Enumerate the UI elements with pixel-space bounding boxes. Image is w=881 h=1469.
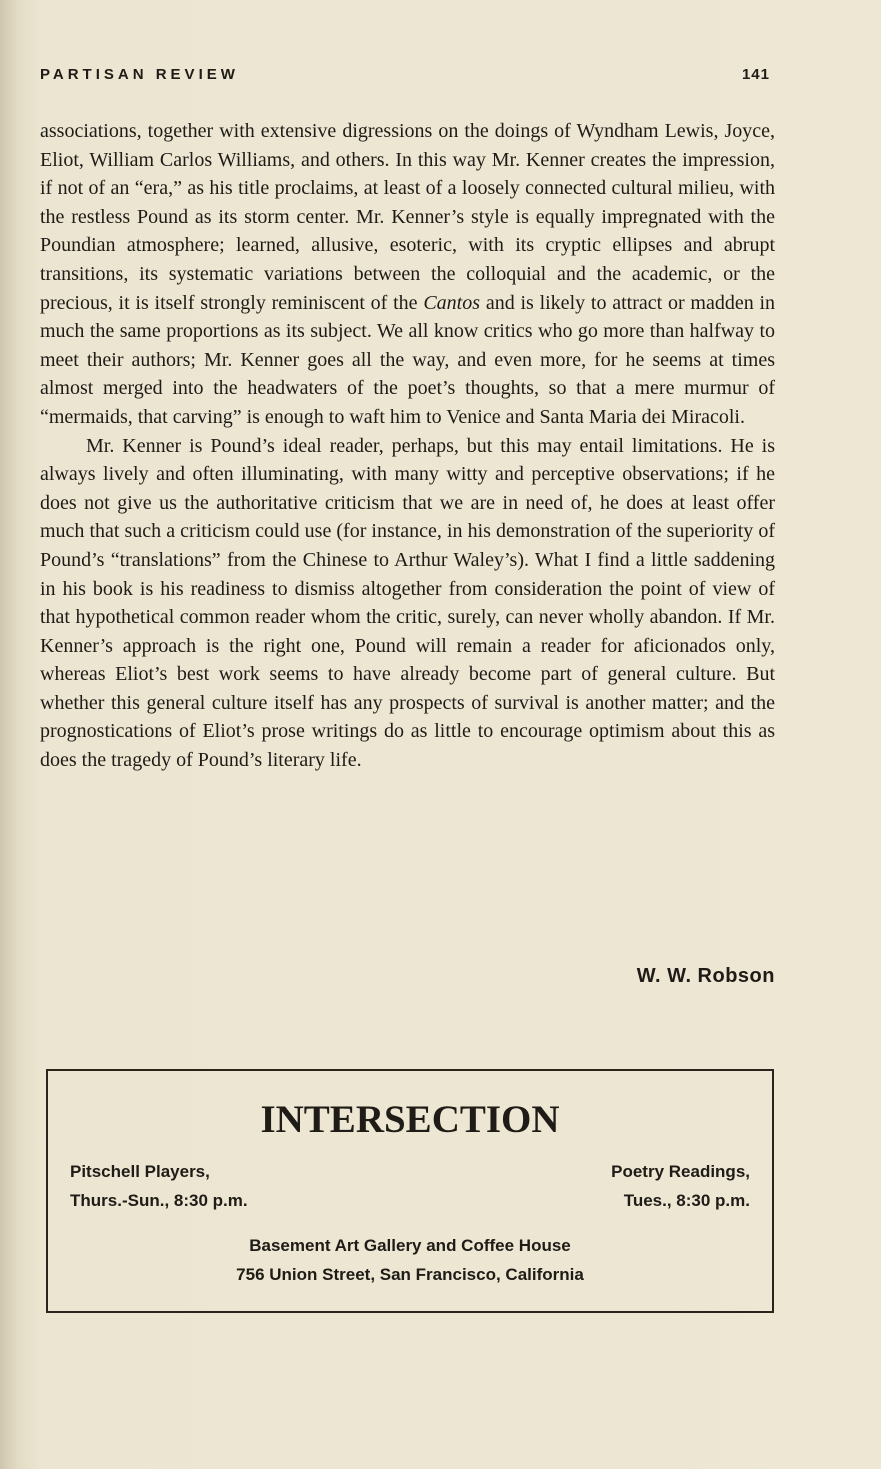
author-signature: W. W. Robson (636, 965, 775, 987)
paragraph-1 (40, 117, 775, 432)
advertisement-box (46, 1069, 774, 1313)
journal-name: PARTISAN REVIEW (40, 66, 239, 83)
article-body (40, 117, 775, 775)
paragraph-1-continuation: and is likely to attract or madden in much the same proportions as its subject. We all know critics who go more than halfway to meet their authors; Mr. Kenner goes all the way, and even more, for he seems at times almost merged into the headwaters of the poet’s thoughts, so that a mere murmur of “mermaids, that carving” is enough to waft him to Venice and Santa Maria dei Miracoli. (40, 291, 776, 428)
ad-venue-address: 756 Union Street, San Francisco, California (236, 1265, 584, 1284)
ad-venue (48, 1231, 772, 1289)
paragraph-2: Mr. Kenner is Pound’s ideal reader, perhaps, but this may entail limitations. He is always lively and often illuminating, with many witty and perceptive observations; if he does not give us the authoritative criticism that we are in need of, he does at least offer much that such a criticism could use (for instance, in his demonstration of the superiority of Pound’s “translations” from the Chinese to Arthur Waley’s). What I find a little saddening in his book is his readiness to dismiss altogether from consideration the point of view of that hypothetical common reader whom the critic, surely, can never wholly abandon. If Mr. Kenner’s approach is the right one, Pound will remain a reader for aficionados only, whereas Eliot’s best work seems to have already become part of general culture. But whether this general culture itself has any prospects of survival is another matter; and the prognostications of Eliot’s prose writings do as little to encourage optimism about this as does the tragedy of Pound’s literary life. (40, 434, 775, 772)
ad-title: INTERSECTION (260, 1098, 560, 1141)
ad-venue-name: Basement Art Gallery and Coffee House (249, 1236, 571, 1255)
paragraph-1-text: associations, together with extensive digressions on the doings of Wyndham Lewis, Joyce, Eliot, William Carlos Williams, and others. In this way Mr. Kenner creates the impression, if not of an “era,” as his title proclaims, at least of a loosely connected cultural milieu, with the restless Pound as its storm center. Mr. Kenner’s style is equally impregnated with the Poundian atmosphere; learned, allusive, esoteric, with its cryptic ellipses and abrupt transitions, its systematic variations between the colloquial and the academic, or the precious, it is itself strongly reminiscent of the (40, 120, 775, 314)
ad-left-event: Pitschell Players, (70, 1162, 210, 1181)
ad-right-time: Tues., 8:30 p.m. (623, 1191, 750, 1210)
page-number: 141 (741, 66, 770, 83)
ad-right-column (611, 1157, 750, 1215)
ad-left-time: Thurs.-Sun., 8:30 p.m. (70, 1191, 248, 1210)
running-head (40, 66, 770, 90)
cantos-title: Cantos (423, 291, 481, 314)
ad-right-event: Poetry Readings, (611, 1162, 750, 1181)
ad-left-column (70, 1157, 248, 1215)
